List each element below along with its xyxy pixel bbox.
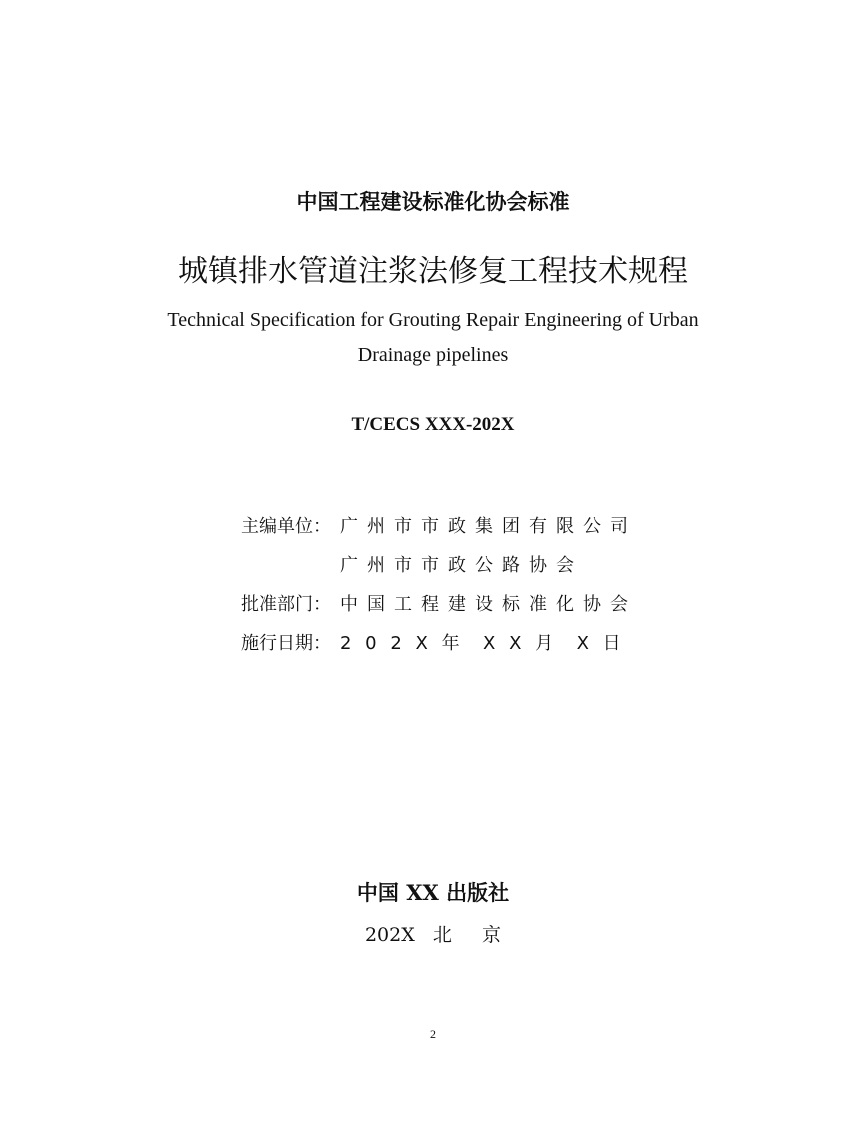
editor-unit-label: 主编单位： xyxy=(241,516,331,537)
standard-code: T/CECS XXX-202X xyxy=(351,414,515,435)
effective-date-row xyxy=(241,629,625,655)
effective-date-label: 施行日期： xyxy=(241,633,331,654)
editor-unit-2: 广州市市政公路协会 xyxy=(340,555,583,576)
standard-org-heading: 中国工程建设标准化协会标准 xyxy=(296,190,570,214)
effective-date-value: 2 0 2 X 年 X X 月 X 日 xyxy=(340,633,625,654)
editor-unit-row-2 xyxy=(241,551,583,577)
editor-unit-row xyxy=(241,512,637,538)
year-place-text: 202X 北 京 xyxy=(364,924,502,946)
approver-row xyxy=(241,590,637,616)
document-title-chinese: 城镇排水管道注浆法修复工程技术规程 xyxy=(178,254,688,289)
document-title-english-line1: Technical Specification for Grouting Repair Engineering of Urban xyxy=(167,309,699,331)
page-number: 2 xyxy=(430,1027,436,1041)
publication-year-place xyxy=(0,920,866,947)
editor-unit-1: 广州市市政集团有限公司 xyxy=(340,516,637,537)
approver-label: 批准部门： xyxy=(241,594,331,615)
approver-value: 中国工程建设标准化协会 xyxy=(340,594,637,615)
publisher: 中国 XX 出版社 xyxy=(356,880,510,905)
document-title-english-line2: Drainage pipelines xyxy=(357,344,509,366)
